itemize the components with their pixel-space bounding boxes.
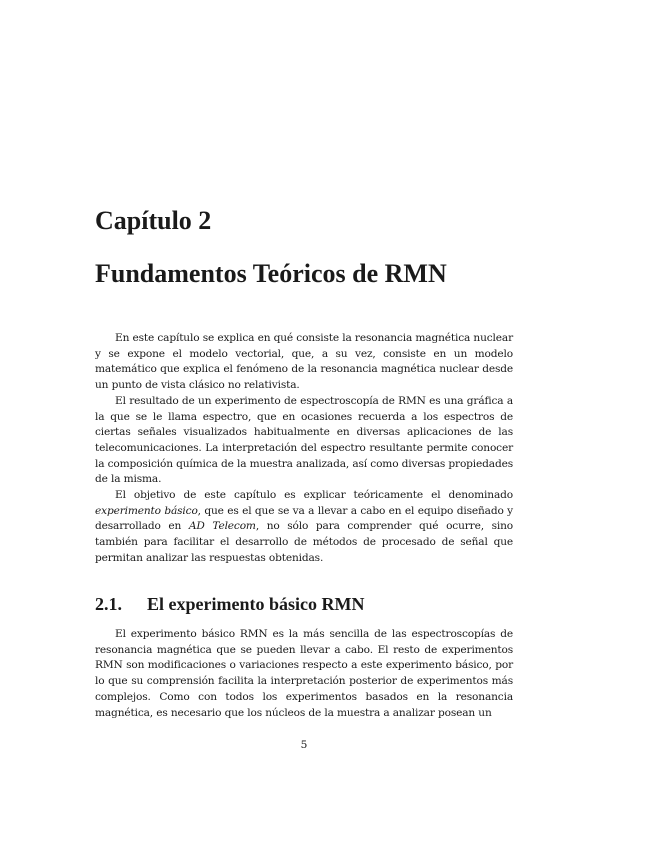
intro-paragraph-3-text-a: El objetivo de este capítulo es explicar teóricamente el denominado [115, 489, 513, 502]
section-paragraph: El experimento básico RMN es la más sencilla de las espectroscopías de resonancia magnética que se pueden llevar a cabo. El resto de experimentos RMN son modificaciones o variaciones respecto a este experimento básico, por lo que su comprensión facilita la interpretación posterior de experimentos más complejos. Como con todos los experimentos basados en la resonancia magnética, es necesario que los núcleos de la muestra a analizar posean un [95, 628, 513, 719]
intro-paragraph-2: El resultado de un experimento de espectroscopía de RMN es una gráfica a la que se le llama espectro, que en ocasiones recuerda a los espectros de ciertas señales visualizados habitualmente en diversas aplicaciones de las telecomunicaciones. La interpretación del espectro resultante permite conocer la composición química de la muestra analizada, así como diversas propiedades de la misma. [95, 394, 513, 486]
term-ad-telecom: AD Telecom [188, 520, 256, 533]
intro-paragraph-3-text-b: , que es el que se va a llevar a cabo en el equipo diseñado y desarrollado en [95, 504, 513, 533]
intro-paragraph-1: En este capítulo se explica en qué consiste la resonancia magnética nuclear y se expone el modelo vectorial, que, a su vez, consiste en un modelo matemático que explica el fenómeno de la resonancia magnética nuclear desde un punto de vista clásico no relativista. [95, 332, 513, 392]
section-title: El experimento básico RMN [147, 594, 365, 614]
intro-paragraph-3-text-c: , no sólo para comprender qué ocurre, sino también para facilitar el desarrollo de métodos de procesado de señal que permitan analizar las respuestas obtenidas. [95, 520, 513, 564]
chapter-label: Capítulo 2 [95, 206, 212, 235]
chapter-title: Fundamentos Teóricos de RMN [95, 259, 447, 288]
section-heading [95, 592, 364, 616]
chapter-intro [95, 331, 513, 567]
page-number: 5 [300, 739, 308, 751]
section-body [95, 627, 513, 721]
term-experimento-basico: experimento básico [95, 504, 198, 517]
intro-paragraph-3 [95, 488, 513, 567]
section-number: 2.1. [95, 594, 122, 614]
